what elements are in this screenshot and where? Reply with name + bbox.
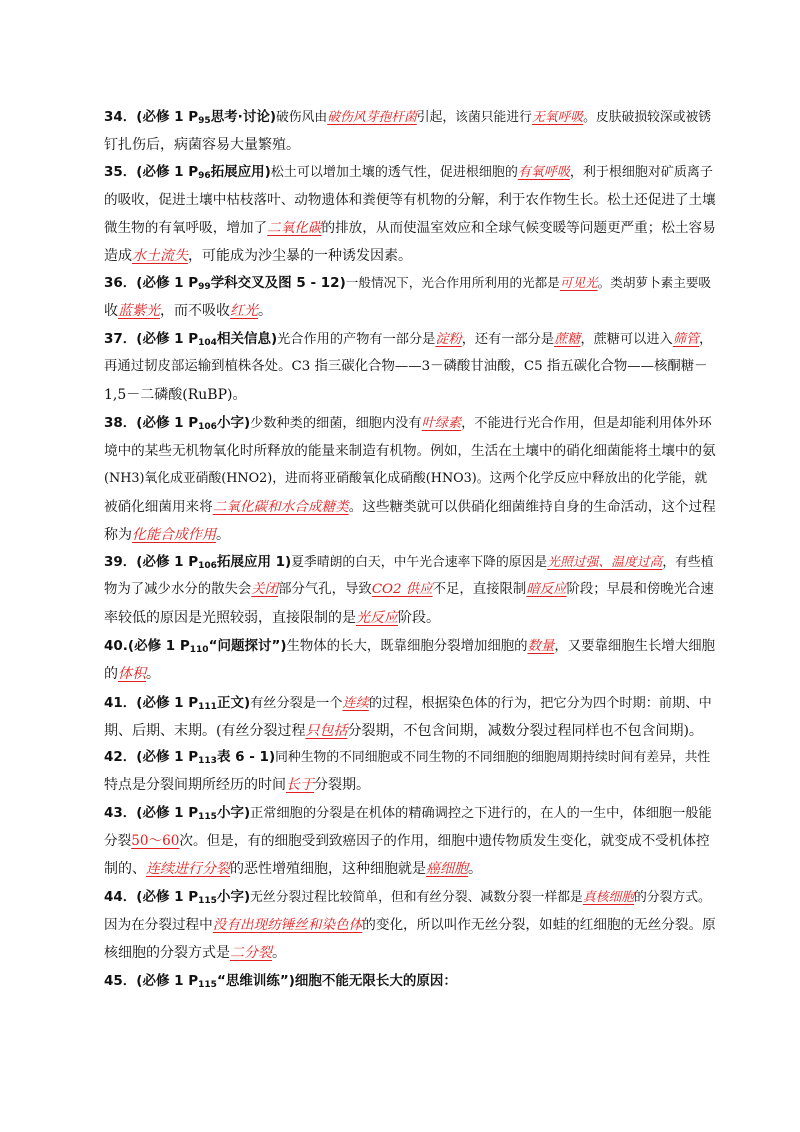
page-number: 113 (198, 756, 217, 766)
line: 1,5－二磷酸(RuBP)。 (104, 387, 247, 403)
body-text: 特点是分裂间期所经历的时间 (104, 777, 286, 793)
answer-blank: 红光 (230, 303, 258, 319)
page-number: 115 (198, 812, 217, 822)
body-text: 正常细胞的分裂是在机体的精确调控之下进行的，在人的一生中，体细胞一般能 (250, 806, 712, 821)
answer-blank: 长于 (286, 777, 314, 793)
heading-text: 43．(必修 1 P (104, 805, 199, 821)
heading-text: 40.(必修 1 P (104, 638, 190, 654)
heading-source: “思维训练”) (216, 973, 295, 989)
body-text: 收 (104, 303, 118, 319)
answer-blank: CO2 供应 (371, 582, 433, 597)
heading-text: 35．(必修 1 P (104, 164, 199, 180)
body-text: 。类胡萝卜素主要吸 (597, 275, 711, 290)
answer-blank: 只包括 (305, 723, 348, 739)
line: 境中的某些无机物氧化时所释放的能量来制造有机物。例如，生活在土壤中的硝化细菌能将土壤中的氨 (104, 443, 716, 459)
heading-source: 拓展应用 1) (216, 554, 292, 570)
heading-source: 小字) (216, 805, 251, 821)
line (104, 409, 716, 437)
item-41 (104, 689, 716, 745)
heading-text: 45．(必修 1 P (104, 973, 199, 989)
body-text: ，而不吸收 (160, 303, 230, 319)
body-text: 夏季晴朗的白天，中午光合速率下降的原因是 (291, 555, 548, 570)
item-40 (104, 632, 716, 688)
line (104, 521, 716, 549)
body-text: 分裂 (104, 833, 132, 849)
item-37 (104, 325, 716, 409)
body-text: 。 (258, 303, 272, 319)
body-text: 。 (468, 861, 482, 877)
item-heading (104, 275, 346, 291)
answer-blank: 二分裂 (230, 945, 272, 961)
item-heading (104, 415, 250, 431)
heading-text: 41．(必修 1 P (104, 695, 199, 711)
body-text: 一般情况下，光合作用所利用的光都是 (345, 275, 560, 290)
item-heading (104, 973, 457, 989)
answer-blank: 二氧化碳和水合成糖类 (212, 499, 349, 515)
body-text: 造成 (104, 248, 132, 264)
answer-blank: 光反应 (356, 610, 398, 626)
answer-blank: 蔗糖 (554, 332, 581, 347)
line (104, 325, 716, 353)
body-text: 。 (216, 527, 230, 543)
body-text: 的 (104, 666, 118, 682)
answer-blank: 筛管 (672, 332, 700, 347)
answer-blank: 水土流失 (132, 248, 188, 264)
item-heading (104, 331, 277, 347)
heading-source: 相关信息) (216, 331, 278, 347)
line: 再通过韧皮部运输到植株各处。C3 指三碳化合物——3－磷酸甘油酸，C5 指五碳化合物——核酮糖－ (104, 359, 708, 374)
heading-text: 36．(必修 1 P (104, 275, 199, 291)
heading-source: “问题探讨”) (208, 638, 287, 654)
body-text: 核细胞的分裂方式是 (104, 945, 230, 961)
answer-blank: 数量 (527, 639, 555, 654)
item-42 (104, 743, 716, 799)
line (104, 827, 716, 855)
line: 钉扎伤后，病菌容易大量繁殖。 (104, 137, 300, 153)
page-number: 106 (198, 561, 217, 571)
line (104, 214, 716, 242)
body-text: 被硝化细菌用来将 (104, 499, 213, 515)
answer-blank: 暗反应 (526, 582, 567, 597)
line (104, 297, 716, 325)
item-heading (104, 554, 291, 570)
body-text: 期、后期、末期。(有丝分裂过程 (104, 723, 306, 739)
answer-blank: 有氧呼吸 (517, 165, 570, 180)
heading-text: 37．(必修 1 P (104, 331, 199, 347)
body-text: 少数种类的细菌，细胞内没有 (250, 416, 422, 431)
body-text: 光合作用的产物有一部分是 (277, 332, 436, 347)
answer-blank: 连续 (342, 696, 369, 711)
answer-blank: 叶绿素 (421, 416, 462, 431)
line (104, 717, 716, 745)
heading-source: 小字) (216, 415, 251, 431)
body-text: 率较低的原因是光照较弱，直接限制的是 (104, 610, 356, 626)
page-number: 115 (198, 980, 217, 990)
body-text: 。这些糖类就可以供硝化细菌维持自身的生命活动，这个过程 (348, 499, 716, 515)
body-text: 同种生物的不同细胞或不同生物的不同细胞的细胞周期持续时间有差异，共性 (275, 750, 711, 765)
item-36 (104, 269, 716, 325)
line (104, 158, 716, 186)
answer-blank: 关闭 (251, 582, 279, 597)
item-heading (104, 638, 287, 654)
body-text: ，蔗糖可以进入 (580, 332, 673, 347)
body-text: 。 (146, 666, 160, 682)
answer-blank: 连续进行分裂 (146, 861, 230, 877)
line (104, 269, 716, 297)
answer-blank: 无氧呼吸 (531, 110, 584, 125)
page-number: 110 (189, 645, 209, 655)
body-text: 阶段。 (398, 610, 440, 626)
answer-blank: 可见光 (559, 275, 598, 290)
body-text: 生物体的长大，既靠细胞分裂增加细胞的 (286, 639, 528, 654)
item-43 (104, 799, 716, 883)
line (104, 689, 716, 717)
page-number: 104 (198, 338, 217, 348)
line (104, 743, 716, 771)
page-number: 115 (198, 896, 217, 906)
item-38 (104, 409, 716, 549)
body-text: 的变化，所以叫作无丝分裂，如蛙的红细胞的无丝分裂。原 (362, 917, 716, 933)
body-text: 阶段；早晨和傍晚光合速 (566, 582, 714, 597)
heading-text: 44．(必修 1 P (104, 889, 199, 905)
heading-text: 细胞不能无限长大的原因： (294, 973, 457, 989)
line (104, 883, 716, 911)
body-text: 的恶性增殖细胞，这种细胞就是 (230, 861, 426, 877)
answer-blank: 破伤风芽孢杆菌 (327, 110, 417, 125)
item-heading (104, 749, 275, 765)
body-text: 松土可以增加土壤的透气性，促进根细胞的 (270, 165, 518, 180)
body-text: ，利于根细胞对矿质离子 (569, 165, 713, 180)
line (104, 632, 716, 660)
page-number: 96 (198, 171, 211, 181)
item-35 (104, 158, 716, 270)
answer-blank: 淀粉 (435, 332, 462, 347)
body-text: ， (699, 332, 713, 347)
answer-blank: 癌细胞 (426, 861, 468, 877)
body-text: 的排放，从而使温室效应和全球气候变暖等问题更严重；松土容易 (321, 220, 716, 236)
body-text: 不足，直接限制 (432, 582, 527, 597)
page-number: 99 (198, 282, 211, 292)
line (104, 911, 716, 939)
heading-text: 34．(必修 1 P (104, 109, 199, 125)
item-heading (104, 805, 250, 821)
line: (NH3)氧化成亚硝酸(HNO2)，进而将亚硝酸氧化成硝酸(HNO3)。这两个化学反应中释放出的化学能，就 (104, 471, 708, 486)
answer-blank: 真核细胞 (582, 890, 635, 905)
answer-blank: 光照过强、温度过高 (547, 555, 663, 570)
body-text: 破伤风由 (276, 110, 328, 125)
body-text: 分裂期，不包含间期，减数分裂过程同样也不包含间期)。 (347, 723, 703, 739)
item-heading (104, 695, 250, 711)
line (104, 604, 716, 632)
body-text: 部分气孔，导致 (278, 582, 372, 597)
body-text: 无丝分裂过程比较简单，但和有丝分裂、减数分裂一样都是 (250, 890, 583, 905)
line (104, 103, 716, 131)
line (104, 771, 716, 799)
item-heading (104, 889, 250, 905)
body-text: 的过程，根据染色体的行为，把它分为四个时期：前期、中 (368, 696, 712, 711)
item-heading (104, 164, 271, 180)
body-text: 。皮肤破损较深或被锈 (583, 110, 712, 125)
heading-source: 拓展应用) (210, 164, 271, 180)
answer-blank: 二氧化碳 (267, 220, 322, 236)
answer-blank: 50～60 (131, 833, 180, 849)
heading-text: 38．(必修 1 P (104, 415, 199, 431)
item-45 (104, 967, 716, 995)
body-text: ，不能进行光合作用，但是却能利用体外环 (461, 416, 712, 431)
body-text: 物为了减少水分的散失会 (104, 582, 252, 597)
body-text: 。 (272, 945, 286, 961)
heading-source: 小字) (216, 889, 251, 905)
item-heading (104, 109, 276, 125)
body-text: ，还有一部分是 (461, 332, 555, 347)
line (104, 660, 716, 688)
body-text: 制的、 (104, 861, 146, 877)
page-number: 106 (198, 422, 217, 432)
heading-text: 42．(必修 1 P (104, 749, 199, 765)
line (104, 799, 716, 827)
page-number: 111 (198, 702, 217, 712)
item-39 (104, 548, 716, 632)
body-text: ，可能成为沙尘暴的一种诱发因素。 (188, 248, 412, 264)
line (104, 242, 716, 270)
heading-source: 思考·讨论) (210, 109, 276, 125)
answer-blank: 化能合成作用 (132, 527, 216, 543)
line (104, 576, 716, 604)
item-34 (104, 103, 716, 159)
body-text: ，有些植 (662, 555, 714, 570)
line (104, 548, 716, 576)
line (104, 967, 716, 995)
body-text: 微生物的有氧呼吸，增加了 (104, 220, 268, 236)
heading-source: 正文) (216, 695, 251, 711)
line (104, 855, 716, 883)
answer-blank: 蓝紫光 (118, 303, 160, 319)
body-text: 分裂期。 (314, 777, 370, 793)
heading-source: 表 6 - 1) (216, 749, 276, 765)
heading-text: 39．(必修 1 P (104, 554, 199, 570)
body-text: 次。但是，有的细胞受到致癌因子的作用，细胞中遗传物质发生变化，就变成不受机体控 (179, 833, 710, 849)
heading-source: 学科交叉及图 5 - 12) (210, 275, 346, 291)
item-44 (104, 883, 716, 967)
body-text: ，又要靠细胞生长增大细胞 (554, 639, 715, 654)
body-text: 引起，该菌只能进行 (416, 110, 532, 125)
body-text: 称为 (104, 527, 132, 543)
line: 的吸收，促进土壤中枯枝落叶、动物遗体和粪便等有机物的分解，利于农作物生长。松土还促进了土壤 (104, 192, 716, 208)
body-text: 的分裂方式。 (634, 890, 711, 905)
page-number: 95 (198, 116, 211, 126)
answer-blank: 没有出现纺锤丝和染色体 (212, 917, 363, 933)
line (104, 493, 716, 521)
line (104, 939, 716, 967)
body-text: 因为在分裂过程中 (104, 917, 213, 933)
answer-blank: 体积 (118, 666, 146, 682)
body-text: 有丝分裂是一个 (250, 696, 343, 711)
